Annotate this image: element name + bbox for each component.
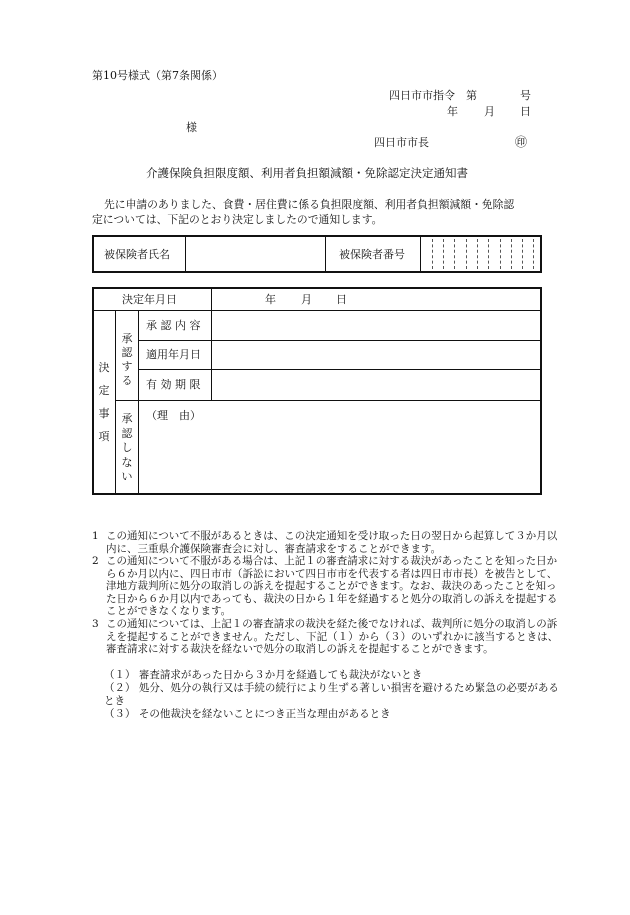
sub-item-number: （３） xyxy=(104,708,136,720)
applicable-date-label: 適用年月日 xyxy=(146,348,201,361)
note-text: この通知について不服がある場合は、上記１の審査請求に対する裁決があったことを知った日から６か月以内に、四日市市（訴訟において四日市市を代表する者は四日市市長）を被告として、津地方裁判所に処分の取消しの訴えを提起することができます。なお、裁決のあったことを知った日から６か月以内であっても、裁決の日から１年を経過すると処分の取消しの訴えを提起することができなくなります。 xyxy=(106,555,558,618)
decision-date-year: 年 xyxy=(265,293,276,306)
decision-char: 定 xyxy=(98,384,110,397)
approval-content-field[interactable] xyxy=(212,311,541,340)
insured-name-label: 被保険者氏名 xyxy=(104,248,170,261)
digit-separator xyxy=(466,239,467,269)
decision-date-day: 日 xyxy=(336,293,347,306)
sub-item-number: （１） xyxy=(104,669,136,681)
digit-separator xyxy=(454,239,455,269)
insured-table-divider xyxy=(325,236,326,272)
validity-period-label: 有 効 期 限 xyxy=(146,378,201,391)
approve-char: 認 xyxy=(121,346,133,359)
decision-table-rule xyxy=(116,400,541,401)
decision-table-divider xyxy=(115,311,116,494)
note-3 xyxy=(92,618,562,656)
digit-separator xyxy=(477,239,478,269)
approve-char: す xyxy=(121,360,133,373)
note-number: 1 xyxy=(92,530,99,542)
honorific: 様 xyxy=(186,121,197,134)
sub-item-text: その他裁決を経ないことにつき正当な理由があるとき xyxy=(138,708,391,720)
digit-separator xyxy=(533,239,534,269)
not-approve-char: な xyxy=(121,455,133,469)
sub-item-1 xyxy=(104,669,562,682)
insured-name-field[interactable] xyxy=(186,236,324,272)
applicable-date-field[interactable] xyxy=(212,341,541,369)
digit-separator xyxy=(511,239,512,269)
note-number: 3 xyxy=(92,618,99,630)
not-approve-char: し xyxy=(121,441,133,454)
sub-item-text: 審査請求があった日から３か月を経過しても裁決がないとき xyxy=(138,669,423,681)
digit-separator xyxy=(443,239,444,269)
sub-item-number: （２） xyxy=(104,682,136,694)
approve-label xyxy=(120,332,134,388)
document-title: 介護保険負担限度額、利用者負担額減額・免除認定決定通知書 xyxy=(146,166,468,180)
insured-number-boxes[interactable] xyxy=(421,236,540,272)
intro-line-2: 定については、下記のとおり決定しましたので通知します。 xyxy=(92,213,383,226)
sub-item-text: 処分、処分の執行又は手続の続行により生ずる著しい損害を避けるため緊急の必要があるとき xyxy=(104,682,559,707)
decision-date-label: 決定年月日 xyxy=(122,293,177,306)
intro-line-1: 先に申請のありました、食費・居住費に係る負担限度額、利用者負担額減額・免除認 xyxy=(104,198,515,211)
decision-char: 項 xyxy=(98,430,110,443)
approve-char: 承 xyxy=(121,332,133,345)
digit-separator xyxy=(432,239,433,269)
note-2 xyxy=(92,555,562,618)
issuer-name: 四日市市長 xyxy=(374,136,429,149)
reason-field[interactable] xyxy=(139,425,541,494)
sub-item-2 xyxy=(104,682,562,707)
digit-separator xyxy=(500,239,501,269)
reason-label: （理 由） xyxy=(146,409,201,422)
note-1 xyxy=(92,530,562,555)
not-approve-char: い xyxy=(121,470,133,483)
insured-number-label: 被保険者番号 xyxy=(339,248,405,261)
approval-content-label: 承 認 内 容 xyxy=(146,319,201,332)
approve-char: る xyxy=(121,374,133,387)
order-number-suffix: 号 xyxy=(520,89,531,102)
order-number-prefix: 四日市市指令 第 xyxy=(389,89,477,102)
decision-char: 決 xyxy=(98,361,110,374)
note-text: この通知について不服があるときは、この決定通知を受け取った日の翌日から起算して３か月以内に、三重県介護保険審査会に対し、審査請求をすることができます。 xyxy=(106,530,558,555)
validity-period-field[interactable] xyxy=(212,370,541,400)
decision-table-divider xyxy=(211,288,212,310)
digit-separator xyxy=(522,239,523,269)
digit-separator xyxy=(488,239,489,269)
decision-char: 事 xyxy=(98,407,110,420)
seal-mark: ㊞ xyxy=(515,135,528,149)
decision-items-label xyxy=(97,356,111,448)
form-number: 第10号様式（第7条関係） xyxy=(92,69,223,82)
date-year-label: 年 xyxy=(447,105,458,118)
note-text: この通知については、上記１の審査請求の裁決を経た後でなければ、裁判所に処分の取消しの訴えを提起することができません。ただし、下記（１）から（３）のいずれかに該当するときは、審査請求に対する裁決を経ないで処分の取消しの訴えを提起することができます。 xyxy=(106,618,559,656)
sub-item-3 xyxy=(104,708,562,721)
not-approve-label xyxy=(120,412,134,485)
not-approve-char: 認 xyxy=(121,426,133,440)
not-approve-char: 承 xyxy=(121,412,133,425)
note-number: 2 xyxy=(92,555,99,567)
date-month-label: 月 xyxy=(484,105,495,118)
date-day-label: 日 xyxy=(520,105,531,118)
decision-date-month: 月 xyxy=(301,293,312,306)
